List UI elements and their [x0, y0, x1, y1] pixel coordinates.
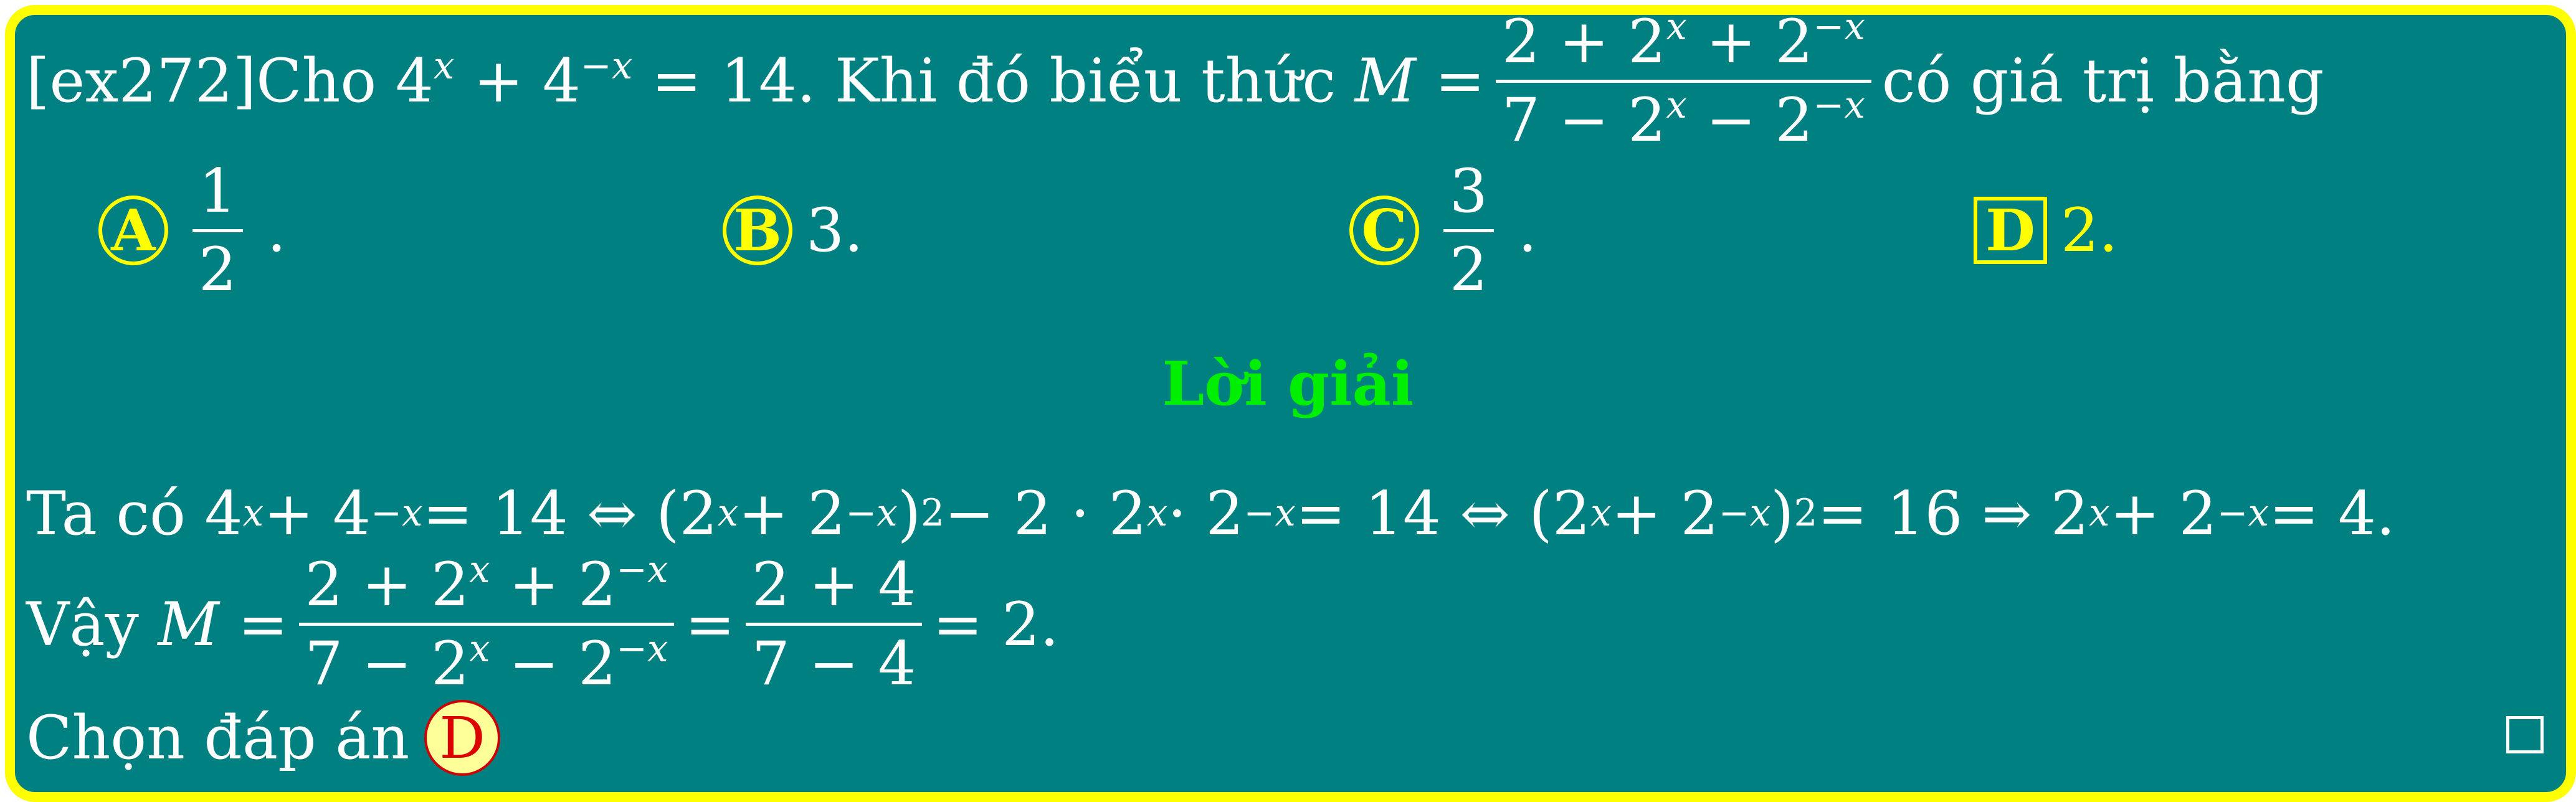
- question-line: [ex272] Cho $4^x + 4^{-x} = 14$ . Khi đó biểu thức M = $2 + 2^x + 2^{-x}$ $7 - 2^x - 2^{-x}$ có giá trị bằng: [26, 5, 2324, 156]
- question-tag: [ex272]: [26, 46, 257, 116]
- choice-c-label: C: [1349, 196, 1419, 265]
- choice-a-value: 1 2: [192, 156, 242, 305]
- question-given: $4^x + 4^{-x} = 14$: [395, 45, 797, 116]
- choice-c[interactable]: C 3 2 .: [1349, 168, 1537, 293]
- question-intro: Cho: [256, 46, 377, 116]
- solution-line1-prefix: Ta có: [26, 479, 186, 549]
- qed-square-icon: [2506, 716, 2544, 753]
- choice-c-value: 3 2: [1443, 156, 1493, 305]
- choice-d-value: 2.: [2061, 196, 2118, 265]
- solution-title: Lời giải: [1162, 349, 1414, 419]
- solution-line-3: [26, 697, 500, 778]
- question-ending: có giá trị bằng: [1881, 46, 2324, 116]
- solution-line-2: Vậy M = $2 + 2^x + 2^{-x}$ $7 - 2^x - 2^{-x}$ = 2 + 4 7 − 4 = 2.: [26, 549, 1059, 699]
- solution-line2-prefix: Vậy: [26, 589, 139, 659]
- choice-d-label: D: [1974, 197, 2047, 264]
- choice-b[interactable]: [723, 168, 863, 293]
- solution-line3-prefix: Chọn đáp án: [26, 703, 410, 773]
- question-var: M: [1354, 46, 1416, 116]
- choice-a[interactable]: A 1 2 .: [98, 168, 286, 293]
- question-fraction: $2 + 2^x + 2^{-x}$ $7 - 2^x - 2^{-x}$: [1496, 7, 1871, 156]
- choice-a-label: A: [98, 196, 168, 265]
- answer-badge: D: [424, 700, 500, 776]
- question-middle: . Khi đó biểu thức: [796, 46, 1336, 116]
- solution-line-1: Ta có 4 x + 4 −x = 14 ⇔ (2 x + 2 −x ) 2 − 2 · 2 x · 2 −x = 14 ⇔ (2 x + 2 −x ) 2 = 16 ⇒ 2 x + 2 −x = 4.: [26, 479, 2395, 549]
- choice-b-value: 3.: [806, 196, 863, 265]
- choice-d[interactable]: [1974, 168, 2118, 293]
- choice-b-label: B: [723, 196, 792, 265]
